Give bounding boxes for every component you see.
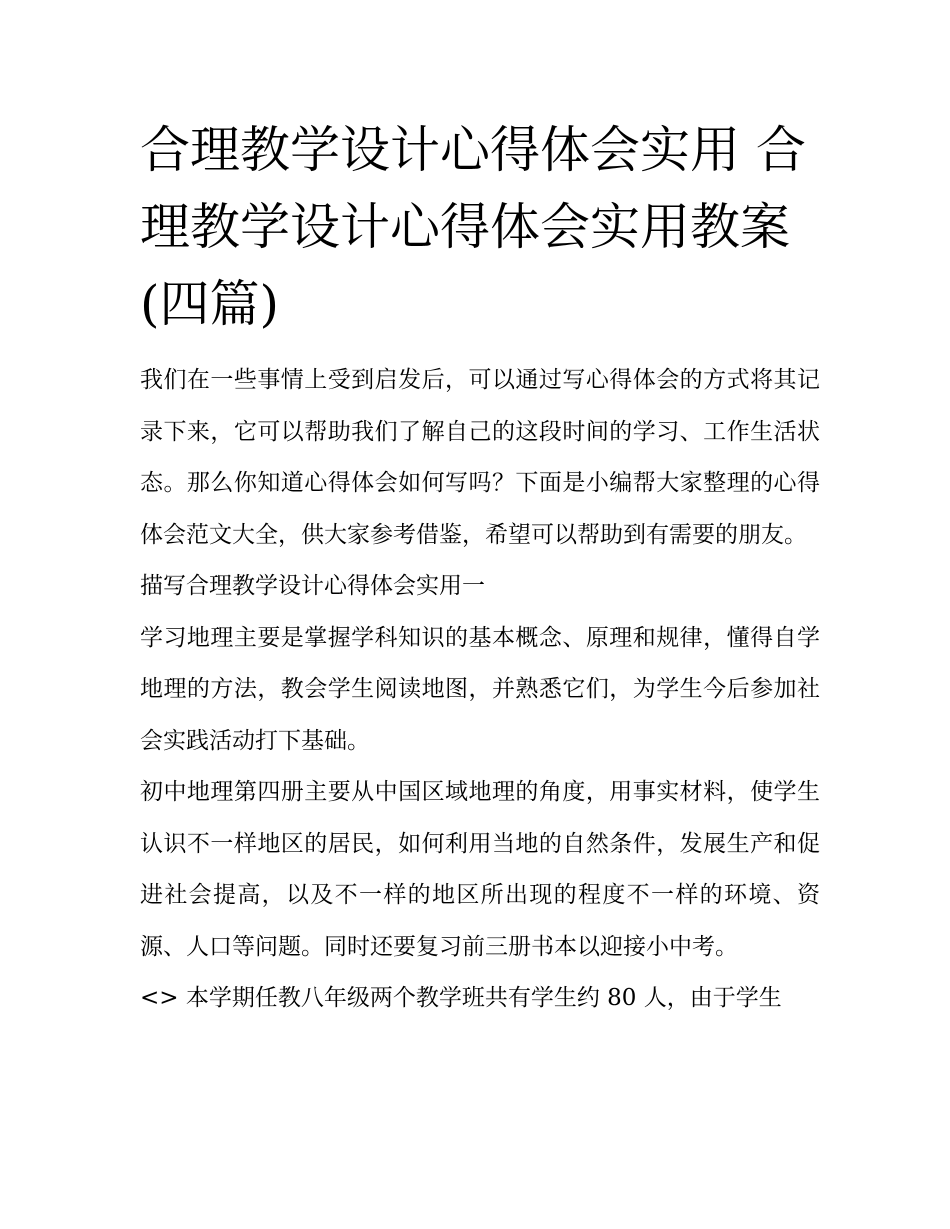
document-body <box>140 112 820 1025</box>
document-title: 合理教学设计心得体会实用 合理教学设计心得体会实用教案(四篇) <box>140 121 806 333</box>
intro-paragraph: 我们在一些事情上受到启发后，可以通过写心得体会的方式将其记录下来，它可以帮助我们了解自己的这段时间的学习、工作生活状态。那么你知道心得体会如何写吗？下面是小编帮大家整理的心得体会范文大全，供大家参考借鉴，希望可以帮助到有需要的朋友。 <box>140 367 820 548</box>
body-paragraph: 学习地理主要是掌握学科知识的基本概念、原理和规律，懂得自学地理的方法，教会学生阅读地图，并熟悉它们，为学生今后参加社会实践活动打下基础。 <box>140 624 820 754</box>
section-heading: 描写合理教学设计心得体会实用一 <box>140 573 485 599</box>
body-paragraph: <> 本学期任教八年级两个教学班共有学生约 80 人，由于学生 <box>140 985 782 1011</box>
body-paragraph: 初中地理第四册主要从中国区域地理的角度，用事实材料，使学生认识不一样地区的居民，如何利用当地的自然条件，发展生产和促进社会提高，以及不一样的地区所出现的程度不一样的环境、资源、人口等问题。同时还要复习前三册书本以迎接小中考。 <box>140 779 820 960</box>
